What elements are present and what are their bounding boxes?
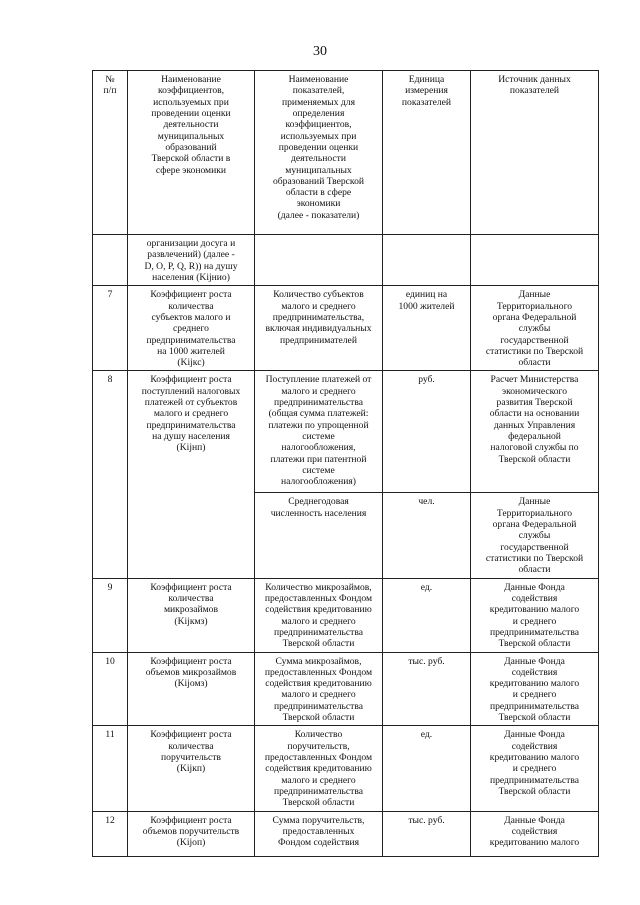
- cell-num: 9: [93, 578, 128, 652]
- cell-num: [93, 235, 128, 286]
- table-row-continuation: [93, 235, 599, 286]
- cell-indicator: Сумма микрозаймов, предоставленных Фондом содействия кредитованию малого и среднего предпринимательства Тверской области: [255, 652, 383, 726]
- cell-unit: тыс. руб.: [383, 652, 471, 726]
- cell-indicator: Поступление платежей от малого и среднего предпринимательства (общая сумма платежей: платежи по упрощенной системе налогообложения, платежи при патентной системе налогообложения): [255, 371, 383, 493]
- header-coef-name: Наименование коэффициентов, используемых при проведении оценки деятельности муниципальных образований Тверской области в сфере экономики: [128, 71, 255, 235]
- table-row: [93, 811, 599, 856]
- cell-source: Данные Фонда содействия кредитованию малого и среднего предпринимательства Тверской области: [471, 726, 599, 811]
- cell-num: 8: [93, 371, 128, 578]
- cell-indicator: Количество поручительств, предоставленных Фондом содействия кредитованию малого и среднего предпринимательства Тверской области: [255, 726, 383, 811]
- cell-num: 10: [93, 652, 128, 726]
- header-indicator-name: Наименование показателей, применяемых для определения коэффициентов, используемых при проведении оценки деятельности муниципальных образований Тверской области в сфере экономики (далее - показатели): [255, 71, 383, 235]
- page-number: 30: [313, 44, 327, 59]
- cell-num: 7: [93, 286, 128, 371]
- header-num: № п/п: [93, 71, 128, 235]
- cell-unit: тыс. руб.: [383, 811, 471, 856]
- cell-num: 12: [93, 811, 128, 856]
- cell-coef: Коэффициент роста количества микрозаймов (Kijкмз): [128, 578, 255, 652]
- table-row: [93, 371, 599, 493]
- cell-indicator: Количество субъектов малого и среднего предпринимательства, включая индивидуальных предпринимателей: [255, 286, 383, 371]
- cell-num: 11: [93, 726, 128, 811]
- table-row: [93, 286, 599, 371]
- cell-coef: Коэффициент роста поступлений налоговых платежей от субъектов малого и среднего предпринимательства на душу населения (Kijнп): [128, 371, 255, 578]
- cell-coef: Коэффициент роста объемов микрозаймов (Kijомз): [128, 652, 255, 726]
- coefficients-table: [92, 70, 599, 857]
- cell-unit: руб.: [383, 371, 471, 493]
- cell-coef: Коэффициент роста количества субъектов малого и среднего предпринимательства на 1000 жителей (Kijкс): [128, 286, 255, 371]
- cell-indicator: Среднегодовая численность населения: [255, 493, 383, 578]
- cell-source: Расчет Министерства экономического развития Тверской области на основании данных Управления федеральной налоговой службы по Тверской области: [471, 371, 599, 493]
- cell-coef: Коэффициент роста количества поручительств (Kijкп): [128, 726, 255, 811]
- cell-source: Данные Территориального органа Федеральной службы государственной статистики по Тверской области: [471, 493, 599, 578]
- cell-source: Данные Территориального органа Федеральной службы государственной статистики по Тверской области: [471, 286, 599, 371]
- table-header-row: [93, 71, 599, 235]
- cell-unit: ед.: [383, 578, 471, 652]
- header-source: Источник данных показателей: [471, 71, 599, 235]
- cell-coef: Коэффициент роста объемов поручительств (Kijоп): [128, 811, 255, 856]
- cell-indicator: Сумма поручительств, предоставленных Фондом содействия: [255, 811, 383, 856]
- cell-indicator: [255, 235, 383, 286]
- cell-unit: ед.: [383, 726, 471, 811]
- cell-source: Данные Фонда содействия кредитованию малого: [471, 811, 599, 856]
- table-row: [93, 578, 599, 652]
- cell-source: Данные Фонда содействия кредитованию малого и среднего предпринимательства Тверской области: [471, 578, 599, 652]
- header-unit: Единица измерения показателей: [383, 71, 471, 235]
- cell-unit: чел.: [383, 493, 471, 578]
- cell-coef: организации досуга и развлечений) (далее - D, O, P, Q, R)) на душу населения (Kijнио): [128, 235, 255, 286]
- cell-source: [471, 235, 599, 286]
- cell-indicator: Количество микрозаймов, предоставленных Фондом содействия кредитованию малого и среднего предпринимательства Тверской области: [255, 578, 383, 652]
- table-row: [93, 652, 599, 726]
- cell-source: Данные Фонда содействия кредитованию малого и среднего предпринимательства Тверской области: [471, 652, 599, 726]
- cell-unit: [383, 235, 471, 286]
- cell-unit: единиц на 1000 жителей: [383, 286, 471, 371]
- table-row: [93, 726, 599, 811]
